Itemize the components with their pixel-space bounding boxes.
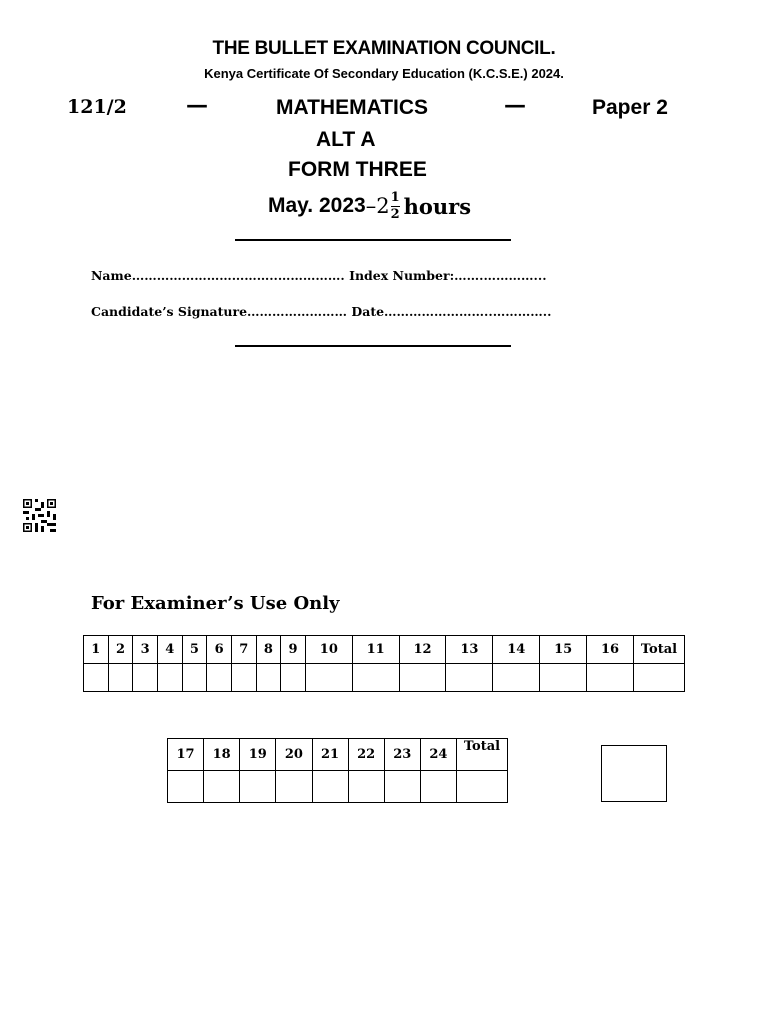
score-cell[interactable] [352,664,399,692]
score-cell[interactable] [207,664,232,692]
subject-title: MATHEMATICS [276,96,429,119]
score-cell[interactable] [231,664,256,692]
date-duration-line [268,186,471,226]
council-name: THE BULLET EXAMINATION COUNCIL. [212,38,556,59]
score-cell[interactable] [182,664,207,692]
question-header: 24 [420,739,456,771]
question-header: 17 [168,739,204,771]
form-label: FORM THREE [288,158,427,181]
question-header: 20 [276,739,312,771]
score-cell[interactable] [540,664,587,692]
question-header: 7 [231,636,256,664]
score-cell[interactable] [276,771,312,803]
question-header: 8 [256,636,281,664]
score-table-2-marks [168,771,508,803]
score-cell[interactable] [240,771,276,803]
question-header: 11 [352,636,399,664]
question-header: 6 [207,636,232,664]
exam-date: May. 2023 [268,194,366,217]
question-header: 3 [133,636,158,664]
question-header: 23 [384,739,420,771]
score-cell[interactable] [281,664,306,692]
fraction-numerator: 1 [390,190,400,205]
question-header: 14 [493,636,540,664]
question-header: 18 [204,739,240,771]
signature-date-field[interactable]: Candidate’s Signature…………………… Date……………………..………….. [91,304,552,319]
question-header: 16 [587,636,634,664]
score-cell[interactable] [168,771,204,803]
score-cell[interactable] [348,771,384,803]
grand-total-box[interactable] [601,745,667,802]
duration-unit: hours [403,193,472,219]
score-cell[interactable] [420,771,456,803]
question-header: 13 [446,636,493,664]
score-cell[interactable] [312,771,348,803]
question-header: 15 [540,636,587,664]
examiner-section-title: For Examiner’s Use Only [91,593,340,614]
date-dash: – [365,194,377,218]
duration-whole: 2 [376,194,390,218]
score-cell[interactable] [256,664,281,692]
score-table-2 [167,738,508,803]
paper-code: 121/2 [67,96,127,118]
question-header: 21 [312,739,348,771]
score-cell[interactable] [157,664,182,692]
score-cell[interactable] [446,664,493,692]
score-cell[interactable] [399,664,446,692]
score-cell[interactable] [108,664,133,692]
alt-label: ALT A [316,128,376,151]
score-table-1-header [84,636,685,664]
question-header: 1 [84,636,109,664]
score-table-1 [83,635,685,692]
qr-code-icon [23,499,56,532]
score-cell[interactable] [493,664,540,692]
question-header: 19 [240,739,276,771]
total-cell[interactable] [457,771,508,803]
score-cell[interactable] [133,664,158,692]
dash-left: — [186,92,208,118]
question-header: 22 [348,739,384,771]
divider-top [235,239,511,241]
dash-right: — [504,92,526,118]
score-cell[interactable] [384,771,420,803]
total-header: Total [634,636,685,664]
total-cell[interactable] [634,664,685,692]
score-cell[interactable] [305,664,352,692]
score-table-2-header [168,739,508,771]
fraction-denominator: 2 [390,207,400,222]
score-cell[interactable] [84,664,109,692]
certificate-line: Kenya Certificate Of Secondary Education (K.C.S.E.) 2024. [204,66,564,81]
score-cell[interactable] [587,664,634,692]
question-header: 5 [182,636,207,664]
total-header: Total [457,739,508,771]
score-table-1-marks [84,664,685,692]
name-index-field[interactable]: Name……………………………..……………. Index Number:…….…………... [91,268,547,283]
paper-number: Paper 2 [592,96,668,119]
question-header: 4 [157,636,182,664]
score-cell[interactable] [204,771,240,803]
question-header: 12 [399,636,446,664]
question-header: 2 [108,636,133,664]
divider-bottom [235,345,511,347]
question-header: 10 [305,636,352,664]
question-header: 9 [281,636,306,664]
duration-fraction [391,191,400,221]
